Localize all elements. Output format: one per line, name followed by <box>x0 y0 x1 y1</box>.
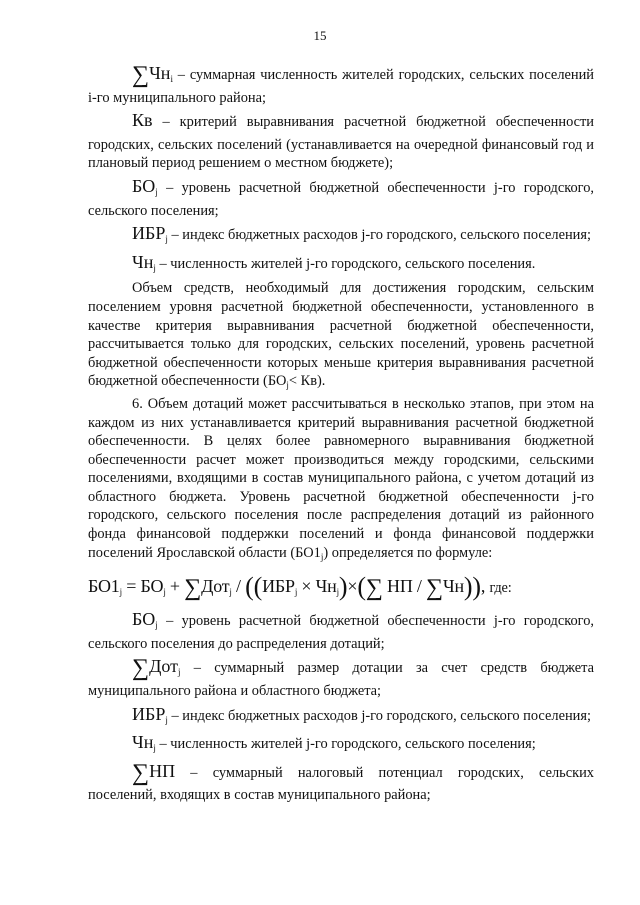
formula-np: НП / <box>382 576 427 597</box>
symbol: Чн <box>149 63 171 83</box>
symbol-subscript: j <box>153 743 156 754</box>
symbol-subscript: j <box>153 262 156 273</box>
definition-text: – суммарный налоговый потенциал городских, сельских поселений, входящих в состав муниципального района; <box>88 764 594 804</box>
definition-bottom-4 <box>88 759 594 805</box>
sum-icon: ∑ <box>132 62 150 88</box>
symbol: Чн <box>132 732 154 753</box>
symbol: ИБР <box>132 223 166 244</box>
paragraph-volume <box>88 279 594 395</box>
document-body <box>88 60 594 805</box>
sum-icon: ∑ <box>365 575 383 602</box>
paragraph-6-text: 6. Объем дотаций может рассчитываться в несколько этапов, при этом на каждом из них устанавливается критерий выравнивания расчетной бюджетной обеспеченности. В целях более равномерного выравнивания бюджетной обеспеченности расчет может производиться между городскими, сельскими поселениями, входящими в состав муниципального района, с учетом дотаций из областного бюджета. Уровень расчетной бюджетной обеспеченности j-го городского, сельского поселения после распределения дотаций из районного фонда финансовой поддержки поселений и фонда финансовой поддержки поселений Ярославской области (БО1 <box>88 395 594 561</box>
definition-top-3 <box>88 224 594 249</box>
definition-text: – численность жителей j-го городского, сельского поселения. <box>155 255 536 272</box>
formula-bo1: $БО1_j = БО_j + \sum Дот_j / ((ИБР_j \times Чн_j)\times(\sum$ НП / ∑Чн)), где: <box>88 572 512 602</box>
definition-text: – суммарный размер дотации за счет средств бюджета муниципального района и областного бюджета; <box>88 660 594 700</box>
definition-bottom-0 <box>88 610 594 653</box>
paragraph-volume-end: < Кв). <box>288 373 326 390</box>
formula-chn: Чн <box>442 576 464 597</box>
definition-text: – суммарная численность жителей городских, сельских поселений i-го муниципального района; <box>88 67 594 106</box>
symbol: Кв <box>132 110 153 131</box>
definition-text: – индекс бюджетных расходов j-го городского, сельского поселения; <box>167 227 591 244</box>
definitions-top <box>88 64 594 277</box>
symbol-subscript: i <box>170 74 173 84</box>
definition-top-2 <box>88 177 594 220</box>
formula-where: где: <box>489 580 512 597</box>
symbol-subscript: j <box>155 186 158 197</box>
formula-dot: Дот <box>201 576 230 597</box>
symbol: НП <box>149 760 176 781</box>
paragraph-6 <box>88 395 594 566</box>
formula-lhs: БО1 <box>88 576 120 597</box>
definition-top-4 <box>88 253 594 278</box>
paragraph-volume-sub: j <box>286 380 289 391</box>
paragraph-volume-text: Объем средств, необходимый для достижения городским, сельским поселением уровня расчетной бюджетной обеспеченности, установленного в качестве критерия выравнивания расчетной бюджетной обеспеченности, рассчитывается только для городских, сельских поселений, уровень расчетной бюджетной обеспеченности которых меньше критерия выравнивания расчетной бюджетной обеспеченности (БО <box>88 280 594 390</box>
definition-text: – уровень расчетной бюджетной обеспеченности j-го городского, сельского поселения; <box>88 179 594 219</box>
formula-ibr: ИБР <box>262 576 295 597</box>
symbol: Чн <box>132 251 154 272</box>
paragraph-6-end: ) определяется по формуле: <box>323 544 493 561</box>
sum-icon: ∑ <box>132 759 150 786</box>
symbol: ИБР <box>132 703 166 724</box>
page-number: 15 <box>313 28 327 43</box>
formula-times: × Чн <box>297 576 337 597</box>
sum-icon: ∑ <box>132 655 150 682</box>
definition-text: – критерий выравнивания расчетной бюджетной обеспеченности городских, сельских поселений (устанавливается на очередной финансовый год и плановый период решением о местном бюджете); <box>88 114 594 172</box>
paragraph-6-sub: j <box>320 551 324 562</box>
symbol-subscript: j <box>165 234 168 245</box>
formula-plus: + <box>165 576 185 597</box>
definition-text: – численность жителей j-го городского, сельского поселения; <box>155 736 536 753</box>
sum-icon: ∑ <box>426 575 443 602</box>
symbol: БО <box>132 175 156 196</box>
symbol-subscript: j <box>178 667 181 678</box>
definition-text: – уровень расчетной бюджетной обеспеченности j-го городского, сельского поселения до распределения дотаций; <box>88 613 594 652</box>
definition-bottom-3 <box>88 733 594 758</box>
symbol: БО <box>132 609 156 630</box>
definition-text: – индекс бюджетных расходов j-го городского, сельского поселения; <box>167 707 591 724</box>
symbol-subscript: j <box>155 620 158 631</box>
symbol: Дот <box>149 656 179 677</box>
sum-icon: ∑ <box>184 575 202 602</box>
definition-top-1 <box>88 111 594 173</box>
definition-top-0 <box>88 64 594 107</box>
definitions-bottom <box>88 610 594 805</box>
definition-bottom-1 <box>88 657 594 700</box>
symbol-subscript: j <box>165 714 168 725</box>
definition-bottom-2 <box>88 705 594 730</box>
formula-div: / <box>231 576 246 597</box>
formula-eq: = БО <box>121 576 164 597</box>
